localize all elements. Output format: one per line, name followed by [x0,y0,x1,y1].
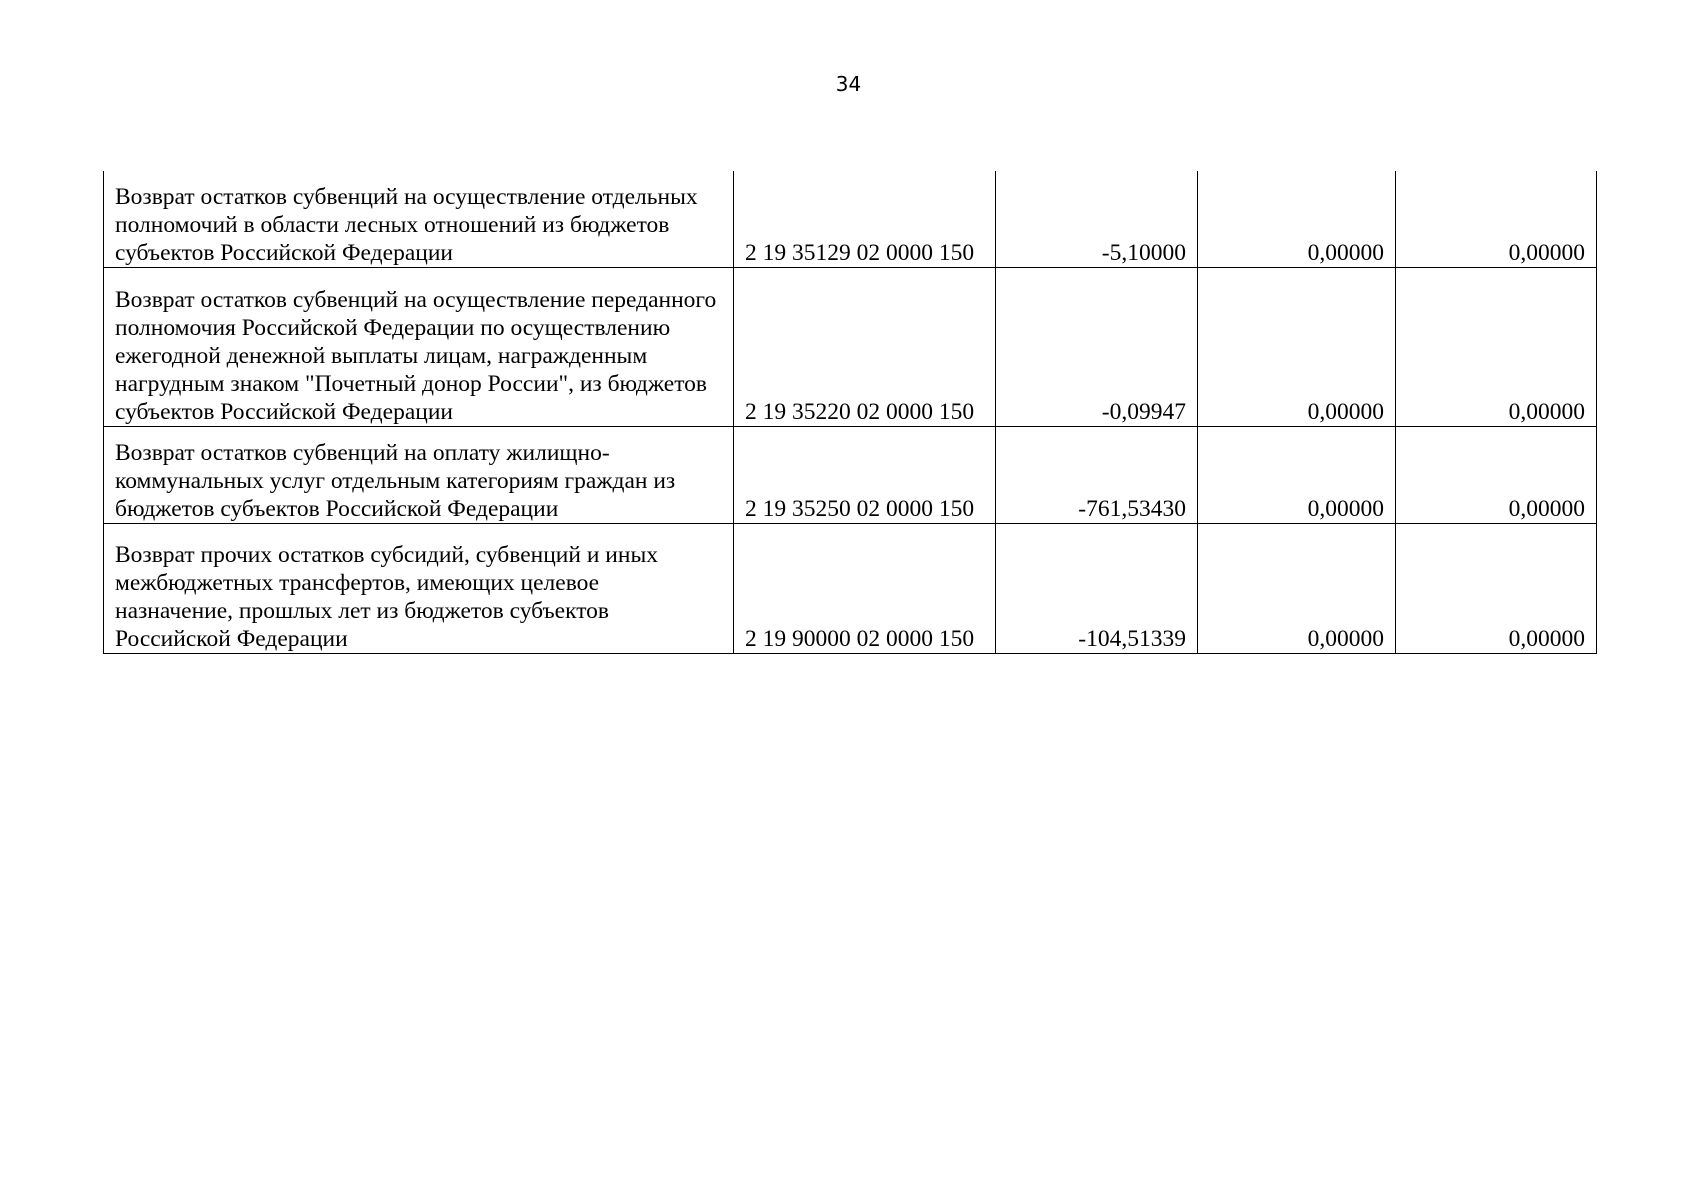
row-value-1-cell: -104,51339 [996,524,1198,654]
table-row [104,524,1597,654]
row-name-cell: Возврат остатков субвенций на осуществление отдельных полномочий в области лесных отношений из бюджетов субъектов Российской Федерации [104,171,734,268]
table-row [104,268,1597,427]
row-code-cell: 2 19 35220 02 0000 150 [734,268,996,427]
row-value-3-cell: 0,00000 [1396,268,1597,427]
row-value-3-cell: 0,00000 [1396,427,1597,524]
row-value-2-cell: 0,00000 [1198,524,1396,654]
row-code-cell: 2 19 90000 02 0000 150 [734,524,996,654]
row-code-cell: 2 19 35250 02 0000 150 [734,427,996,524]
row-name-cell: Возврат остатков субвенций на оплату жилищно-коммунальных услуг отдельным категориям граждан из бюджетов субъектов Российской Федерации [104,427,734,524]
row-value-3-cell: 0,00000 [1396,524,1597,654]
row-value-3-cell: 0,00000 [1396,171,1597,268]
budget-table [103,171,1597,654]
row-value-2-cell: 0,00000 [1198,427,1396,524]
row-value-1-cell: -5,10000 [996,171,1198,268]
row-value-1-cell: -761,53430 [996,427,1198,524]
row-name-cell: Возврат остатков субвенций на осуществление переданного полномочия Российской Федерации по осуществлению ежегодной денежной выплаты лицам, награжденным нагрудным знаком "Почетный донор России", из бюджетов субъектов Российской Федерации [104,268,734,427]
row-code-cell: 2 19 35129 02 0000 150 [734,171,996,268]
row-value-1-cell: -0,09947 [996,268,1198,427]
page-number: 34 [835,72,862,96]
row-value-2-cell: 0,00000 [1198,171,1396,268]
row-name-cell: Возврат прочих остатков субсидий, субвенций и иных межбюджетных трансфертов, имеющих целевое назначение, прошлых лет из бюджетов субъектов Российской Федерации [104,524,734,654]
table-row [104,427,1597,524]
table-row [104,171,1597,268]
row-value-2-cell: 0,00000 [1198,268,1396,427]
